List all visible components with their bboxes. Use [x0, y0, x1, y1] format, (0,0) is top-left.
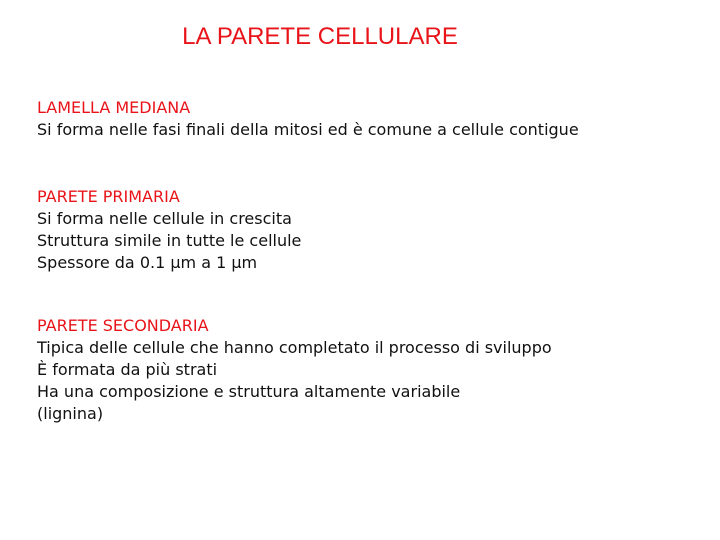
slide-title: LA PARETE CELLULARE [182, 23, 458, 50]
section-line: Si forma nelle fasi finali della mitosi ed è comune a cellule contigue [37, 120, 579, 139]
section-heading: PARETE PRIMARIA [37, 187, 180, 206]
section-line: Struttura simile in tutte le cellule [37, 231, 302, 250]
section-heading: LAMELLA MEDIANA [37, 98, 191, 117]
section-line: Si forma nelle cellule in crescita [37, 209, 292, 228]
section-line: Ha una composizione e struttura altamente variabile [37, 382, 461, 401]
section-heading: PARETE SECONDARIA [37, 316, 209, 335]
section-line: (lignina) [37, 404, 104, 423]
section-lamella-mediana [37, 97, 579, 141]
section-parete-primaria [37, 186, 301, 274]
section-line: Tipica delle cellule che hanno completato il processo di sviluppo [37, 338, 552, 357]
section-line: È formata da più strati [37, 360, 218, 379]
section-line: Spessore da 0.1 μm a 1 μm [37, 253, 258, 272]
section-parete-secondaria [37, 315, 552, 425]
